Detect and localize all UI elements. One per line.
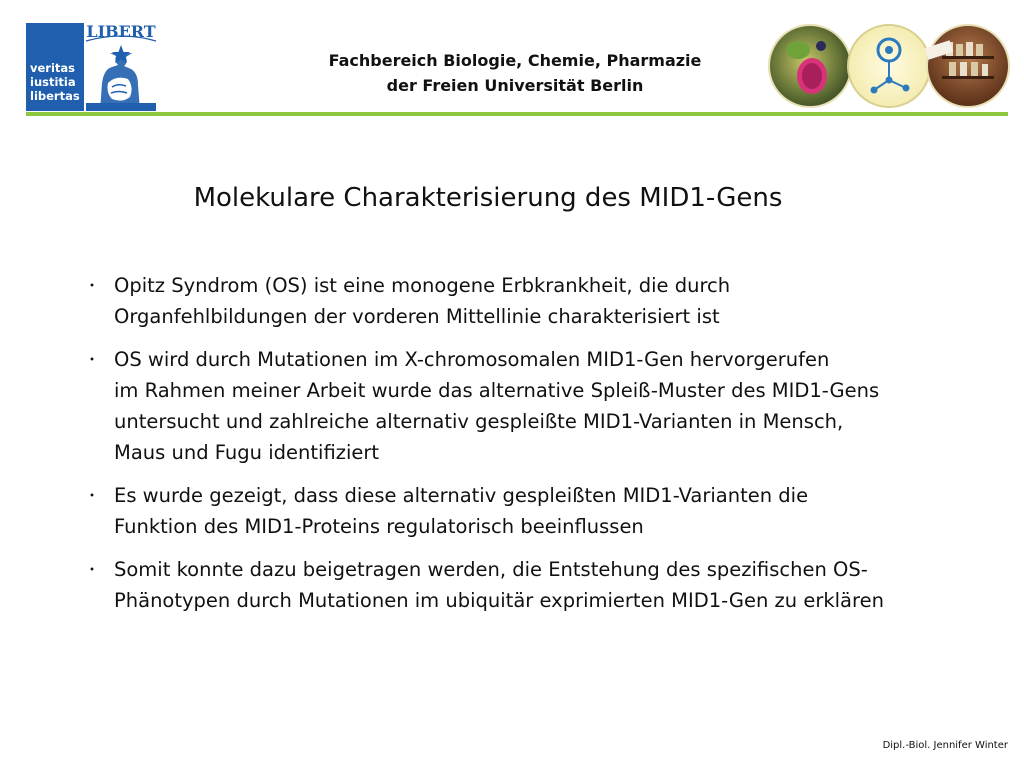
bullet-line: Maus und Fugu identifiziert bbox=[114, 441, 380, 464]
header-title bbox=[270, 48, 760, 98]
bullet-line: Somit konnte dazu beigetragen werden, die Entstehung des spezifischen OS- bbox=[114, 558, 868, 581]
bullet-line: Es wurde gezeigt, dass diese alternativ gespleißten MID1-Varianten die bbox=[114, 484, 809, 507]
bullet-list bbox=[84, 270, 984, 628]
pharmacy-shelf-photo-icon bbox=[925, 25, 1009, 107]
bullet-line: OS wird durch Mutationen im X-chromosomalen MID1-Gen hervorgerufen bbox=[114, 348, 830, 371]
header-title-line: Fachbereich Biologie, Chemie, Pharmazie bbox=[328, 51, 702, 70]
bullet-line: Organfehlbildungen der vorderen Mittellinie charakterisiert ist bbox=[114, 305, 720, 328]
header-title-line: der Freien Universität Berlin bbox=[386, 76, 644, 95]
bullet-item bbox=[84, 480, 984, 542]
molecule-structure-icon bbox=[848, 25, 930, 107]
bullet-line: im Rahmen meiner Arbeit wurde das alternative Spleiß-Muster des MID1-Gens bbox=[114, 379, 880, 402]
logo-emblem-text: LIBERT bbox=[86, 23, 156, 41]
logo-motto bbox=[30, 61, 80, 103]
slide-title: Molekulare Charakterisierung des MID1-Gens bbox=[193, 183, 783, 214]
logo-motto-line: iustitia bbox=[30, 75, 76, 89]
liberty-statue-icon bbox=[84, 23, 158, 111]
logo-motto-line: veritas bbox=[30, 61, 76, 75]
bullet-marker: ・ bbox=[84, 276, 101, 295]
bullet-item bbox=[84, 554, 984, 616]
header-divider bbox=[26, 112, 1008, 116]
footer-author: Dipl.-Biol. Jennifer Winter bbox=[882, 740, 1008, 751]
bullet-line: Opitz Syndrom (OS) ist eine monogene Erbkrankheit, die durch bbox=[114, 274, 731, 297]
bullet-line: Funktion des MID1-Proteins regulatorisch beeinflussen bbox=[114, 515, 644, 538]
header-image-circles bbox=[766, 20, 1010, 108]
logo-motto-line: libertas bbox=[30, 89, 80, 103]
bullet-marker: ・ bbox=[84, 350, 101, 369]
bullet-marker: ・ bbox=[84, 486, 101, 505]
beetle-photo-icon bbox=[769, 25, 851, 107]
bullet-item bbox=[84, 344, 984, 468]
bullet-line: Phänotypen durch Mutationen im ubiquitär exprimierten MID1-Gen zu erklären bbox=[114, 589, 884, 612]
logo-emblem bbox=[84, 23, 158, 111]
fu-berlin-logo bbox=[26, 23, 158, 111]
bullet-marker: ・ bbox=[84, 560, 101, 579]
bullet-item bbox=[84, 270, 984, 332]
bullet-line: untersucht und zahlreiche alternativ gespleißte MID1-Varianten in Mensch, bbox=[114, 410, 844, 433]
